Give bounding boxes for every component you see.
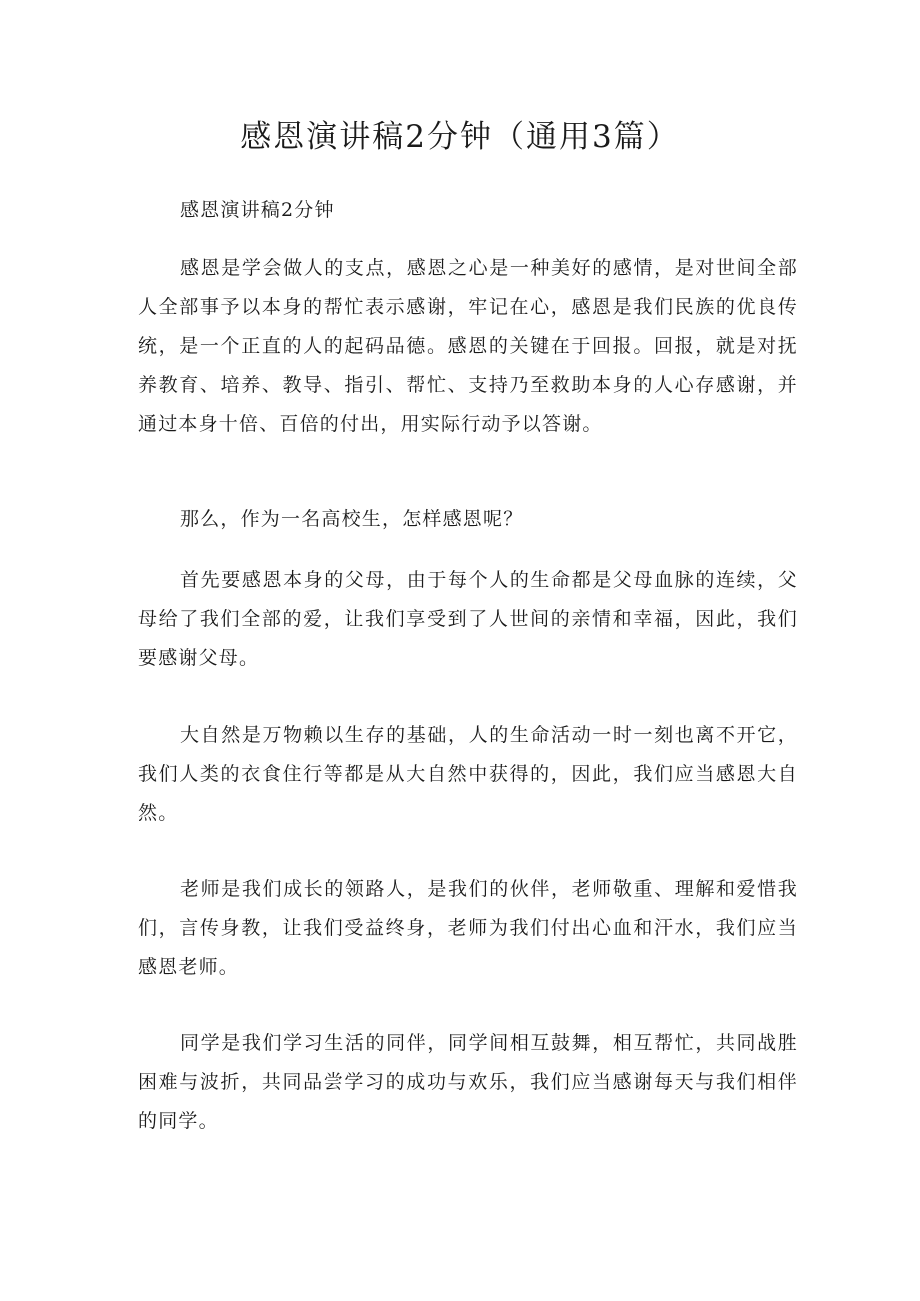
paragraph-6: 同学是我们学习生活的同伴，同学间相互鼓舞，相互帮忙，共同战胜困难与波折，共同品尝学习的成功与欢乐，我们应当感谢每天与我们相伴的同学。: [138, 1032, 798, 1132]
document-title: 感恩演讲稿2分钟（通用3篇）: [240, 119, 680, 155]
paragraph-2: 那么，作为一名高校生，怎样感恩呢？: [180, 508, 524, 530]
section-subtitle: 感恩演讲稿2分钟: [180, 199, 335, 221]
paragraph-3: 首先要感恩本身的父母，由于每个人的生命都是父母血脉的连续，父母给了我们全部的爱，让我们享受到了人世间的亲情和幸福，因此，我们要感谢父母。: [138, 569, 798, 669]
paragraph-1: 感恩是学会做人的支点，感恩之心是一种美好的感情，是对世间全部人全部事予以本身的帮忙表示感谢，牢记在心，感恩是我们民族的优良传统，是一个正直的人的起码品德。感恩的关键在于回报。回报，就是对抚养教育、培养、教导、指引、帮忙、支持乃至救助本身的人心存感谢，并通过本身十倍、百倍的付出，用实际行动予以答谢。: [138, 257, 798, 435]
paragraph-4: 大自然是万物赖以生存的基础，人的生命活动一时一刻也离不开它，我们人类的衣食住行等都是从大自然中获得的，因此，我们应当感恩大自然。: [138, 724, 798, 824]
paragraph-5: 老师是我们成长的领路人，是我们的伙伴，老师敬重、理解和爱惜我们，言传身教，让我们受益终身，老师为我们付出心血和汗水，我们应当感恩老师。: [138, 878, 798, 978]
